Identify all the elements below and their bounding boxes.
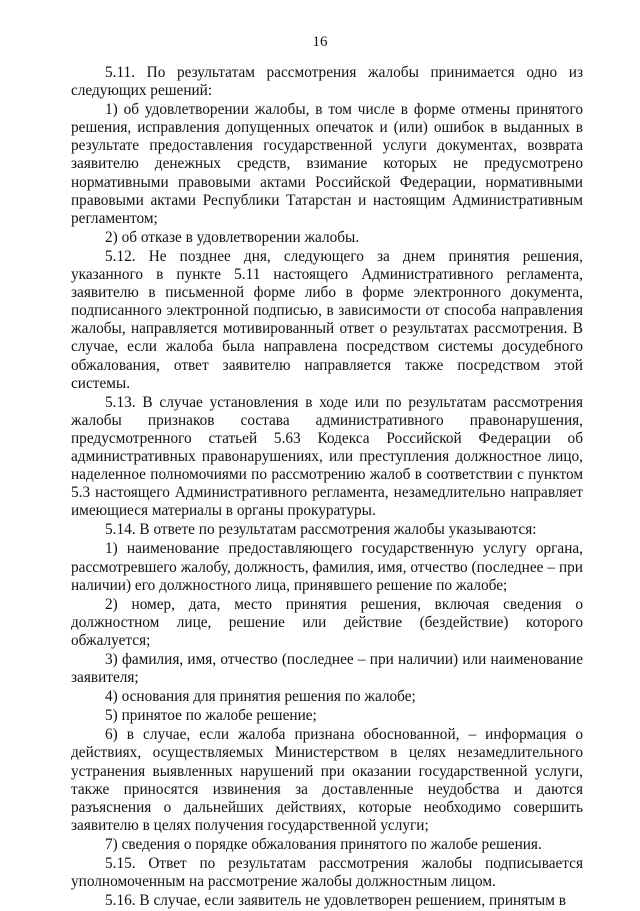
- paragraph-5-14-item-3: 3) фамилия, имя, отчество (последнее – при наличии) или наименование заявителя;: [71, 651, 583, 687]
- paragraph-5-11-item-2: 2) об отказе в удовлетворении жалобы.: [105, 228, 360, 246]
- document-body: [71, 64, 583, 911]
- paragraph-5-14-item-5: 5) принятое по жалобе решение;: [105, 707, 317, 725]
- paragraph-5-14-item-2: 2) номер, дата, место принятия решения, включая сведения о должностном лице, решение или действие (бездействие) которого обжалуется;: [71, 595, 583, 649]
- paragraph-5-11-item-1: 1) об удовлетворении жалобы, в том числе в форме отмены принятого решения, исправления допущенных опечаток и (или) ошибок в выданных в результате предоставления государственной услуги документах, возврата заявителю денежных средств, взимание которых не предусмотрено нормативными правовыми актами Российской Федерации, нормативными правовыми актами Республики Татарстан и настоящим Административным регламентом;: [71, 101, 583, 227]
- paragraph-5-12: 5.12. Не позднее дня, следующего за днем принятия решения, указанного в пункте 5.11 настоящего Административного регламента, заявителю в письменной форме либо в форме электронного документа, подписанного электронной подписью, в зависимости от способа направления жалобы, направляется мотивированный ответ о результатах рассмотрения. В случае, если жалоба была направлена посредством системы досудебного обжалования, ответ заявителю направляется также посредством этой системы.: [71, 247, 583, 392]
- paragraph-5-14-item-6: 6) в случае, если жалоба признана обоснованной, – информация о действиях, осуществляемых Министерством в целях незамедлительного устранения выявленных нарушений при оказании государственной услуги, также приносятся извинения за доставленные неудобства и даются разъяснения о дальнейших действиях, которые необходимо совершить заявителю в целях получения государственной услуги;: [71, 726, 583, 834]
- paragraph-5-14-item-4: 4) основания для принятия решения по жалобе;: [105, 688, 416, 706]
- paragraph-5-15: 5.15. Ответ по результатам рассмотрения жалобы подписывается уполномоченным на рассмотрение жалобы должностным лицом.: [71, 855, 583, 891]
- paragraph-5-14-item-7: 7) сведения о порядке обжалования принятого по жалобе решения.: [105, 835, 542, 853]
- paragraph-5-16: 5.16. В случае, если заявитель не удовлетворен решением, принятым в: [105, 892, 566, 910]
- paragraph-5-14: 5.14. В ответе по результатам рассмотрения жалобы указываются:: [105, 521, 537, 539]
- paragraph-5-14-item-1: 1) наименование предоставляющего государственную услугу органа, рассмотревшего жалобу, должность, фамилия, имя, отчество (последнее – при наличии) его должностного лица, принявшего решение по жалобе;: [71, 540, 583, 594]
- page-number: 16: [312, 34, 328, 50]
- paragraph-5-11: 5.11. По результатам рассмотрения жалобы принимается одно из следующих решений:: [71, 64, 583, 100]
- paragraph-5-13: 5.13. В случае установления в ходе или по результатам рассмотрения жалобы признаков состава административного правонарушения, предусмотренного статьей 5.63 Кодекса Российской Федерации об административных правонарушениях, или преступления должностное лицо, наделенное полномочиями по рассмотрению жалоб в соответствии с пунктом 5.3 настоящего Административного регламента, незамедлительно направляет имеющиеся материалы в органы прокуратуры.: [71, 393, 583, 520]
